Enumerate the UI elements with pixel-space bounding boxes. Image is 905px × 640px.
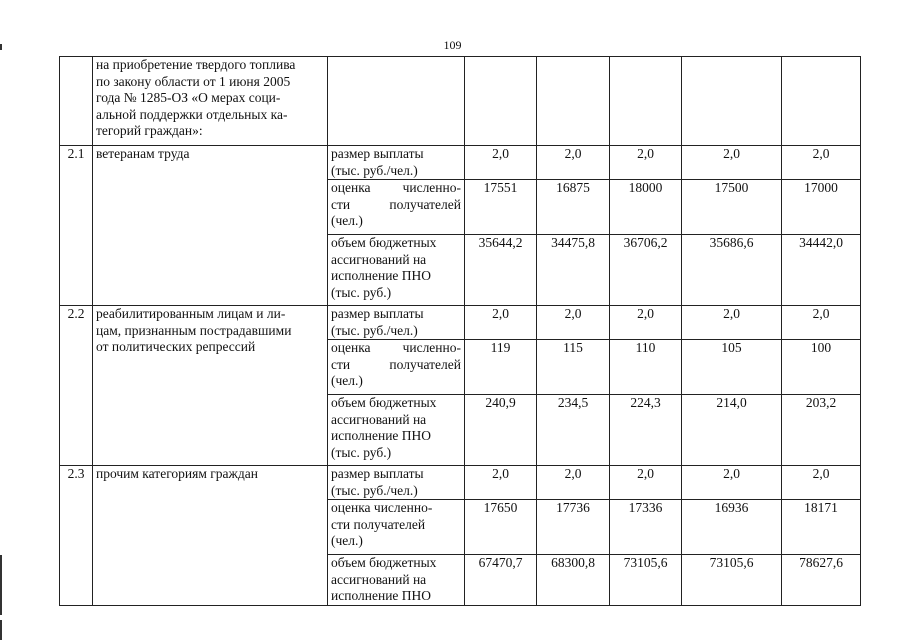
value-cell — [465, 500, 537, 555]
text-line: размер выплаты — [331, 146, 424, 161]
value-cell — [537, 306, 610, 340]
value-cell — [537, 500, 610, 555]
value: 16936 — [714, 500, 749, 515]
value: 67470,7 — [478, 555, 523, 570]
value-cell — [610, 500, 682, 555]
value-cell — [465, 235, 537, 306]
table-row — [60, 57, 861, 146]
value: 115 — [563, 340, 583, 355]
value-cell — [782, 395, 861, 466]
scan-edge-mark — [0, 555, 2, 615]
text-line: альной поддержки отдельных ка- — [96, 106, 288, 122]
row-number: 2.1 — [67, 146, 85, 161]
text-line: исполнение ПНО — [331, 428, 432, 443]
value: 2,0 — [812, 306, 830, 321]
value: 100 — [810, 340, 832, 355]
value: 234,5 — [557, 395, 589, 410]
value-cell — [610, 466, 682, 500]
text-line: (тыс. руб.) — [331, 444, 392, 460]
value-cell — [682, 395, 782, 466]
value: 35686,6 — [709, 235, 754, 250]
value-cell — [537, 395, 610, 466]
value: 35644,2 — [478, 235, 523, 250]
text-line: реабилитированным лицам и ли- — [96, 306, 286, 321]
value: 224,3 — [630, 395, 661, 410]
empty-cell — [682, 57, 782, 146]
value-cell — [682, 306, 782, 340]
value-cell — [782, 180, 861, 235]
description-cell — [93, 57, 328, 146]
value: 2,0 — [723, 306, 740, 321]
empty-cell — [782, 57, 861, 146]
value: 2,0 — [637, 306, 654, 321]
parameter-cell — [328, 555, 465, 606]
text-line: ветеранам труда — [96, 146, 190, 161]
value: 17000 — [804, 180, 838, 195]
value-cell — [782, 235, 861, 306]
value: 119 — [490, 340, 511, 355]
text-line: оценка численно- — [331, 340, 461, 355]
row-number: 2.2 — [67, 306, 85, 321]
value-cell — [465, 180, 537, 235]
value: 17650 — [483, 500, 518, 515]
parameter-cell — [328, 466, 465, 500]
value: 73105,6 — [623, 555, 668, 570]
text-line: от политических репрессий — [96, 339, 256, 354]
text-line: (чел.) — [331, 373, 363, 388]
text-line: ассигнований на — [331, 411, 427, 427]
table-row — [60, 146, 861, 180]
value-cell — [465, 395, 537, 466]
empty-cell — [465, 57, 537, 146]
text-line: цам, признанным пострадавшими — [96, 322, 292, 338]
text-line: объем бюджетных — [331, 555, 437, 570]
parameter-cell — [328, 340, 465, 395]
table-row — [60, 306, 861, 340]
value-cell — [782, 146, 861, 180]
value-cell — [682, 466, 782, 500]
parameter-cell — [328, 500, 465, 555]
text-line: исполнение ПНО — [331, 268, 432, 283]
text-line: (тыс. руб./чел.) — [331, 162, 418, 178]
text-line: сти получателей — [331, 356, 461, 372]
value: 34442,0 — [799, 235, 843, 250]
parameter-cell — [328, 146, 465, 180]
value-cell — [537, 146, 610, 180]
value-cell — [682, 340, 782, 395]
value-cell — [682, 180, 782, 235]
text-line: года № 1285-ОЗ «О мерах соци- — [96, 90, 281, 105]
empty-cell — [328, 57, 465, 146]
value-cell — [782, 500, 861, 555]
description-cell — [93, 306, 328, 466]
value-cell — [782, 555, 861, 606]
scan-edge-mark — [0, 620, 2, 640]
text-line: исполнение ПНО — [331, 588, 432, 603]
value: 17736 — [556, 500, 590, 515]
value-cell — [610, 235, 682, 306]
scan-edge-mark — [0, 44, 2, 50]
value-cell — [465, 306, 537, 340]
value: 78627,6 — [799, 555, 843, 570]
value: 240,9 — [485, 395, 516, 410]
value: 2,0 — [492, 306, 509, 321]
value: 2,0 — [492, 466, 509, 481]
table-row — [60, 466, 861, 500]
value-cell — [610, 306, 682, 340]
text-line: (тыс. руб./чел.) — [331, 482, 418, 498]
value-cell — [537, 466, 610, 500]
budget-table — [59, 56, 861, 606]
row-number: 2.3 — [67, 466, 85, 481]
text-line: прочим категориям граждан — [96, 466, 258, 481]
page-number: 109 — [443, 38, 462, 52]
value-cell — [610, 395, 682, 466]
value: 2,0 — [723, 146, 740, 161]
value: 17336 — [628, 500, 663, 515]
text-line: сти получателей — [331, 516, 426, 532]
value-cell — [537, 180, 610, 235]
text-line: ассигнований на — [331, 251, 427, 267]
text-line: (тыс. руб.) — [331, 284, 392, 300]
value: 36706,2 — [623, 235, 668, 250]
value-cell — [682, 235, 782, 306]
value: 2,0 — [564, 306, 582, 321]
value: 105 — [721, 340, 742, 355]
row-number-cell — [60, 57, 93, 146]
value-cell — [610, 340, 682, 395]
text-line: размер выплаты — [331, 466, 424, 481]
value: 73105,6 — [709, 555, 754, 570]
parameter-cell — [328, 235, 465, 306]
text-line: тегорий граждан»: — [96, 123, 203, 138]
value: 2,0 — [637, 146, 654, 161]
text-line: (чел.) — [331, 213, 363, 228]
value: 2,0 — [564, 146, 582, 161]
value: 214,0 — [716, 395, 747, 410]
value: 68300,8 — [551, 555, 595, 570]
value: 203,2 — [805, 395, 837, 410]
value-cell — [465, 340, 537, 395]
value-cell — [682, 500, 782, 555]
text-line: сти получателей — [331, 196, 461, 212]
parameter-cell — [328, 395, 465, 466]
description-cell — [93, 146, 328, 306]
value-cell — [537, 555, 610, 606]
text-line: объем бюджетных — [331, 235, 437, 250]
value: 2,0 — [637, 466, 654, 481]
value: 2,0 — [723, 466, 740, 481]
row-number-cell — [60, 146, 93, 306]
empty-cell — [537, 57, 610, 146]
value: 18000 — [628, 180, 663, 195]
parameter-cell — [328, 180, 465, 235]
text-line: (тыс. руб./чел.) — [331, 322, 418, 338]
parameter-cell — [328, 306, 465, 340]
value-cell — [465, 146, 537, 180]
text-line: объем бюджетных — [331, 395, 437, 410]
value: 110 — [635, 340, 656, 355]
value: 2,0 — [492, 146, 509, 161]
value-cell — [465, 555, 537, 606]
value-cell — [537, 235, 610, 306]
value: 34475,8 — [551, 235, 595, 250]
value-cell — [782, 306, 861, 340]
text-line: размер выплаты — [331, 306, 424, 321]
row-number-cell — [60, 466, 93, 606]
value: 16875 — [556, 180, 590, 195]
empty-cell — [610, 57, 682, 146]
value-cell — [610, 180, 682, 235]
value-cell — [682, 146, 782, 180]
value-cell — [782, 340, 861, 395]
text-line: на приобретение твердого топлива — [96, 57, 296, 72]
value: 2,0 — [564, 466, 582, 481]
value: 18171 — [804, 500, 838, 515]
text-line: (чел.) — [331, 533, 363, 548]
text-line: по закону области от 1 июня 2005 — [96, 73, 291, 89]
value-cell — [610, 555, 682, 606]
row-number-cell — [60, 306, 93, 466]
value: 2,0 — [812, 466, 830, 481]
value-cell — [465, 466, 537, 500]
value-cell — [682, 555, 782, 606]
value-cell — [782, 466, 861, 500]
description-cell — [93, 466, 328, 606]
value: 17551 — [483, 180, 518, 195]
value: 17500 — [714, 180, 749, 195]
value-cell — [537, 340, 610, 395]
text-line: оценка численно- — [331, 180, 461, 195]
text-line: ассигнований на — [331, 571, 427, 587]
text-line: оценка численно- — [331, 500, 433, 515]
value: 2,0 — [812, 146, 830, 161]
value-cell — [610, 146, 682, 180]
